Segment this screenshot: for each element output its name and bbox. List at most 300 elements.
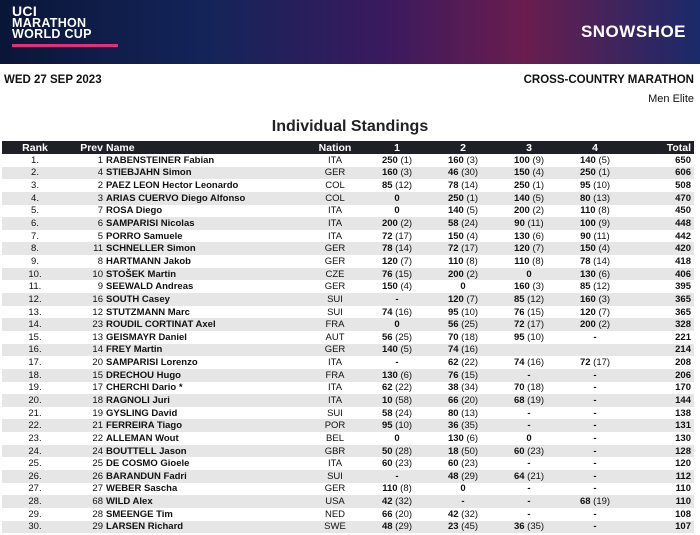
round-3-points-cell: [496, 521, 562, 534]
points-value: 120: [579, 306, 596, 318]
prev-rank-cell: 24: [92, 445, 103, 457]
points-value: 0: [526, 432, 532, 444]
table-row: [2, 306, 694, 319]
round-1-points-cell: [364, 230, 430, 243]
race-position: (32): [395, 496, 413, 508]
table-row: [2, 382, 694, 395]
points-value: 76: [513, 306, 525, 318]
round-3-points-cell: [496, 217, 562, 230]
race-position: (3): [598, 293, 611, 305]
round-2-points-cell: [430, 331, 496, 344]
rider-name-cell: BOUTTELL Jason: [106, 445, 187, 457]
round-1-points-cell: [364, 217, 430, 230]
nation-cell: ITA: [327, 154, 343, 166]
total-points-cell: 606: [675, 167, 691, 179]
race-position: (1): [598, 167, 611, 179]
round-2-points-cell: [430, 394, 496, 407]
race-position: (2): [466, 268, 479, 280]
race-position: (9): [598, 218, 611, 230]
logo-line-3: WORLD CUP: [12, 27, 92, 41]
points-value: 130: [513, 230, 530, 242]
prev-rank-cell: 7: [97, 205, 103, 217]
rider-name-cell: PORRO Samuele: [106, 230, 183, 242]
race-position: (14): [395, 243, 413, 255]
round-1-points-cell: [364, 470, 430, 483]
rank-cell: 11.: [28, 281, 42, 293]
round-3-points-cell: [496, 344, 562, 357]
round-3-points-cell: [496, 242, 562, 255]
nation-cell: GER: [324, 243, 346, 255]
prev-rank-cell: 17: [92, 382, 103, 394]
logo-line-1: UCI: [12, 3, 38, 19]
col-round-3: 3: [526, 141, 532, 154]
points-value: -: [527, 407, 531, 419]
round-4-points-cell: [562, 242, 628, 255]
table-row: [2, 331, 694, 344]
col-prev: Prev: [80, 141, 103, 154]
points-value: -: [593, 394, 597, 406]
table-row: [2, 242, 694, 255]
points-value: 160: [447, 154, 464, 166]
table-row: [2, 508, 694, 521]
points-value: -: [461, 496, 465, 508]
table-row: [2, 521, 694, 534]
points-value: -: [593, 420, 597, 432]
total-points-cell: 221: [675, 331, 691, 343]
total-points-cell: 206: [675, 369, 691, 381]
round-4-points-cell: [562, 495, 628, 508]
round-1-points-cell: [364, 457, 430, 470]
nation-cell: GER: [324, 255, 346, 267]
race-position: (12): [593, 281, 611, 293]
points-value: -: [527, 458, 531, 470]
round-1-points-cell: [364, 369, 430, 382]
points-value: 58: [381, 407, 393, 419]
nation-cell: ITA: [327, 218, 343, 230]
prev-rank-cell: 27: [92, 483, 103, 495]
points-value: 110: [514, 255, 530, 267]
points-value: 70: [447, 331, 459, 343]
round-2-points-cell: [430, 369, 496, 382]
rider-name-cell: HARTMANN Jakob: [106, 255, 191, 267]
points-value: 18: [447, 445, 459, 457]
prev-rank-cell: 8: [97, 255, 103, 267]
round-4-points-cell: [562, 407, 628, 420]
total-points-cell: 508: [675, 180, 691, 192]
table-header: [2, 141, 694, 154]
points-value: 60: [513, 445, 525, 457]
points-value: 85: [381, 180, 393, 192]
race-position: (50): [461, 445, 479, 457]
round-2-points-cell: [430, 445, 496, 458]
points-value: 62: [381, 382, 393, 394]
round-4-points-cell: [562, 382, 628, 395]
round-2-points-cell: [430, 356, 496, 369]
points-value: 56: [381, 331, 393, 343]
table-row: [2, 280, 694, 293]
prev-rank-cell: 3: [97, 192, 103, 204]
prev-rank-cell: 13: [92, 331, 103, 343]
prev-rank-cell: 29: [92, 521, 103, 533]
round-1-points-cell: [364, 356, 430, 369]
points-value: -: [593, 331, 597, 343]
round-2-points-cell: [430, 521, 496, 534]
total-points-cell: 328: [675, 319, 691, 331]
points-value: 200: [579, 319, 596, 331]
round-3-points-cell: [496, 230, 562, 243]
rider-name-cell: WILD Alex: [106, 496, 153, 508]
nation-cell: ITA: [327, 394, 343, 406]
race-position: (3): [532, 281, 545, 293]
round-4-points-cell: [562, 483, 628, 496]
logo-accent-bar: [12, 44, 118, 47]
points-value: -: [527, 496, 531, 508]
points-value: 250: [447, 192, 464, 204]
prev-rank-cell: 18: [92, 394, 103, 406]
race-position: (20): [395, 508, 413, 520]
nation-cell: POR: [324, 420, 346, 432]
prev-rank-cell: 23: [92, 319, 103, 331]
points-value: 140: [579, 154, 596, 166]
points-value: -: [593, 508, 597, 520]
points-value: -: [593, 369, 597, 381]
table-row: [2, 457, 694, 470]
round-1-points-cell: [364, 318, 430, 331]
nation-cell: AUT: [325, 331, 345, 343]
round-2-points-cell: [430, 306, 496, 319]
points-value: -: [593, 483, 597, 495]
points-value: 0: [394, 205, 400, 217]
race-position: (6): [532, 230, 545, 242]
points-value: 160: [381, 167, 398, 179]
race-position: (3): [466, 154, 479, 166]
round-4-points-cell: [562, 154, 628, 167]
round-3-points-cell: [496, 369, 562, 382]
rank-cell: 1.: [31, 154, 39, 166]
points-value: -: [593, 458, 597, 470]
points-value: 38: [447, 382, 459, 394]
nation-cell: SWE: [324, 521, 346, 533]
total-points-cell: 128: [675, 445, 691, 457]
points-value: 120: [447, 293, 464, 305]
round-2-points-cell: [430, 407, 496, 420]
race-position: (7): [466, 293, 479, 305]
page-title: Individual Standings: [271, 118, 429, 135]
points-value: 200: [447, 268, 464, 280]
race-position: (5): [598, 154, 611, 166]
round-2-points-cell: [430, 167, 496, 180]
event-name: CROSS-COUNTRY MARATHON: [523, 74, 694, 86]
table-row: [2, 419, 694, 432]
points-value: 120: [513, 243, 530, 255]
round-2-points-cell: [430, 382, 496, 395]
prev-rank-cell: 21: [92, 420, 103, 432]
points-value: -: [593, 445, 597, 457]
rider-name-cell: SOUTH Casey: [106, 293, 170, 305]
round-3-points-cell: [496, 293, 562, 306]
rank-cell: 26.: [28, 470, 42, 482]
round-1-points-cell: [364, 167, 430, 180]
round-2-points-cell: [430, 470, 496, 483]
nation-cell: USA: [325, 496, 345, 508]
nation-cell: ITA: [327, 458, 343, 470]
table-row: [2, 318, 694, 331]
total-points-cell: 395: [675, 281, 691, 293]
round-4-points-cell: [562, 230, 628, 243]
points-value: 74: [381, 306, 393, 318]
prev-rank-cell: 10: [92, 268, 103, 280]
points-value: 76: [381, 268, 393, 280]
round-3-points-cell: [496, 167, 562, 180]
points-value: 110: [448, 255, 464, 267]
round-2-points-cell: [430, 154, 496, 167]
race-position: (13): [593, 192, 611, 204]
round-2-points-cell: [430, 432, 496, 445]
points-value: 100: [513, 154, 530, 166]
race-position: (1): [466, 192, 479, 204]
rank-cell: 3.: [31, 180, 39, 192]
points-value: 130: [579, 268, 596, 280]
nation-cell: COL: [325, 192, 345, 204]
points-value: 36: [447, 420, 459, 432]
prev-rank-cell: 22: [92, 432, 103, 444]
round-1-points-cell: [364, 242, 430, 255]
race-position: (28): [395, 445, 413, 457]
points-value: 130: [381, 369, 398, 381]
prev-rank-cell: 14: [92, 344, 103, 356]
col-round-2: 2: [460, 141, 466, 154]
rider-name-cell: WEBER Sascha: [106, 483, 178, 495]
nation-cell: FRA: [325, 369, 345, 381]
rider-name-cell: FERREIRA Tiago: [106, 420, 183, 432]
table-row: [2, 167, 694, 180]
total-points-cell: 650: [675, 154, 691, 166]
round-3-points-cell: [496, 306, 562, 319]
rank-cell: 28.: [28, 496, 42, 508]
round-4-points-cell: [562, 280, 628, 293]
table-row: [2, 356, 694, 369]
rank-cell: 18.: [28, 369, 42, 381]
total-points-cell: 448: [675, 218, 691, 230]
race-position: (22): [461, 357, 479, 369]
col-rank: Rank: [22, 141, 48, 154]
rank-cell: 4.: [31, 192, 39, 204]
nation-cell: GBR: [324, 445, 346, 457]
race-position: (19): [527, 394, 545, 406]
rank-cell: 8.: [31, 243, 39, 255]
points-value: 78: [579, 255, 591, 267]
race-position: (6): [400, 369, 413, 381]
rank-cell: 20.: [28, 394, 42, 406]
points-value: -: [593, 407, 597, 419]
points-value: 100: [579, 218, 596, 230]
round-2-points-cell: [430, 179, 496, 192]
total-points-cell: 170: [675, 382, 691, 394]
prev-rank-cell: 6: [97, 218, 103, 230]
points-value: 250: [381, 154, 398, 166]
round-1-points-cell: [364, 419, 430, 432]
round-2-points-cell: [430, 230, 496, 243]
table-row: [2, 369, 694, 382]
points-value: -: [527, 508, 531, 520]
race-position: (4): [598, 243, 611, 255]
points-value: 78: [447, 180, 459, 192]
race-position: (14): [593, 255, 611, 267]
nation-cell: ITA: [327, 382, 343, 394]
race-position: (45): [461, 521, 479, 533]
points-value: 150: [579, 243, 596, 255]
rider-name-cell: SEEWALD Andreas: [106, 281, 194, 293]
points-value: 150: [381, 281, 398, 293]
race-position: (12): [527, 293, 545, 305]
round-2-points-cell: [430, 255, 496, 268]
rank-cell: 22.: [28, 420, 42, 432]
rank-cell: 16.: [28, 344, 42, 356]
total-points-cell: 130: [675, 432, 691, 444]
total-points-cell: 120: [675, 458, 691, 470]
race-position: (10): [527, 331, 545, 343]
rider-name-cell: SMEENGE Tim: [106, 508, 173, 520]
round-3-points-cell: [496, 280, 562, 293]
round-1-points-cell: [364, 293, 430, 306]
table-row: [2, 432, 694, 445]
total-points-cell: 420: [675, 243, 691, 255]
rider-name-cell: RABENSTEINER Fabian: [106, 154, 215, 166]
points-value: 60: [447, 458, 459, 470]
points-value: -: [395, 293, 399, 305]
col-round-1: 1: [394, 141, 400, 154]
rank-cell: 2.: [31, 167, 39, 179]
table-row: [2, 205, 694, 218]
round-3-points-cell: [496, 268, 562, 281]
round-2-points-cell: [430, 280, 496, 293]
table-row: [2, 255, 694, 268]
race-position: (13): [461, 407, 479, 419]
race-position: (21): [527, 470, 545, 482]
points-value: 85: [579, 281, 591, 293]
round-3-points-cell: [496, 470, 562, 483]
rank-cell: 13.: [28, 306, 42, 318]
round-4-points-cell: [562, 179, 628, 192]
race-position: (8): [532, 255, 544, 267]
rider-name-cell: STUTZMANN Marc: [106, 306, 190, 318]
rider-name-cell: SAMPARISI Lorenzo: [106, 357, 198, 369]
race-position: (5): [466, 205, 479, 217]
race-position: (8): [466, 255, 478, 267]
race-position: (24): [395, 407, 413, 419]
points-value: 140: [381, 344, 398, 356]
round-4-points-cell: [562, 369, 628, 382]
table-row: [2, 483, 694, 496]
total-points-cell: 107: [675, 521, 691, 533]
table-row: [2, 179, 694, 192]
round-1-points-cell: [364, 407, 430, 420]
points-value: 150: [447, 230, 464, 242]
round-4-points-cell: [562, 419, 628, 432]
points-value: 42: [447, 508, 459, 520]
total-points-cell: 365: [675, 293, 691, 305]
round-3-points-cell: [496, 154, 562, 167]
rider-name-cell: ARIAS CUERVO Diego Alfonso: [106, 192, 246, 204]
race-position: (7): [400, 255, 413, 267]
points-value: 74: [513, 357, 525, 369]
race-position: (11): [593, 230, 610, 242]
col-name: Name: [106, 141, 135, 154]
round-4-points-cell: [562, 318, 628, 331]
nation-cell: SUI: [327, 470, 343, 482]
points-value: 0: [526, 268, 532, 280]
total-points-cell: 108: [675, 508, 691, 520]
points-value: 66: [381, 508, 393, 520]
round-4-points-cell: [562, 344, 628, 357]
rank-cell: 21.: [28, 407, 42, 419]
rank-cell: 19.: [28, 382, 42, 394]
total-points-cell: 418: [675, 255, 691, 267]
race-position: (2): [598, 319, 611, 331]
points-value: -: [593, 521, 597, 533]
round-3-points-cell: [496, 318, 562, 331]
table-row: [2, 154, 694, 167]
round-3-points-cell: [496, 432, 562, 445]
points-value: 80: [579, 192, 591, 204]
points-value: 48: [381, 521, 393, 533]
total-points-cell: 214: [675, 344, 691, 356]
rank-cell: 6.: [31, 218, 39, 230]
rank-cell: 12.: [28, 293, 42, 305]
race-position: (3): [400, 167, 413, 179]
points-value: 46: [447, 167, 459, 179]
round-4-points-cell: [562, 521, 628, 534]
prev-rank-cell: 2: [97, 180, 103, 192]
nation-cell: ITA: [327, 357, 343, 369]
round-2-points-cell: [430, 242, 496, 255]
rider-name-cell: STIEBJAHN Simon: [106, 167, 192, 179]
rider-name-cell: SCHNELLER Simon: [106, 243, 196, 255]
total-points-cell: 144: [675, 394, 691, 406]
table-row: [2, 495, 694, 508]
round-1-points-cell: [364, 268, 430, 281]
race-position: (18): [461, 331, 479, 343]
points-value: 62: [447, 357, 459, 369]
prev-rank-cell: 16: [92, 293, 103, 305]
prev-rank-cell: 68: [92, 496, 103, 508]
col-total: Total: [666, 141, 691, 154]
points-value: 42: [381, 496, 393, 508]
total-points-cell: 110: [675, 496, 691, 508]
points-value: 64: [513, 470, 525, 482]
race-position: (20): [461, 394, 479, 406]
race-position: (19): [593, 496, 611, 508]
points-value: -: [593, 432, 597, 444]
round-1-points-cell: [364, 432, 430, 445]
race-position: (25): [461, 319, 479, 331]
race-position: (17): [395, 230, 413, 242]
round-4-points-cell: [562, 306, 628, 319]
round-4-points-cell: [562, 508, 628, 521]
brand-logo: SNOWSHOE: [580, 22, 686, 41]
prev-rank-cell: 9: [97, 281, 103, 293]
race-position: (14): [461, 180, 479, 192]
race-position: (18): [527, 382, 545, 394]
round-2-points-cell: [430, 457, 496, 470]
nation-cell: SUI: [327, 293, 343, 305]
round-3-points-cell: [496, 483, 562, 496]
race-position: (17): [593, 357, 611, 369]
round-4-points-cell: [562, 205, 628, 218]
points-value: -: [395, 470, 399, 482]
race-position: (12): [395, 180, 413, 192]
rider-name-cell: SAMPARISI Nicolas: [106, 218, 195, 230]
